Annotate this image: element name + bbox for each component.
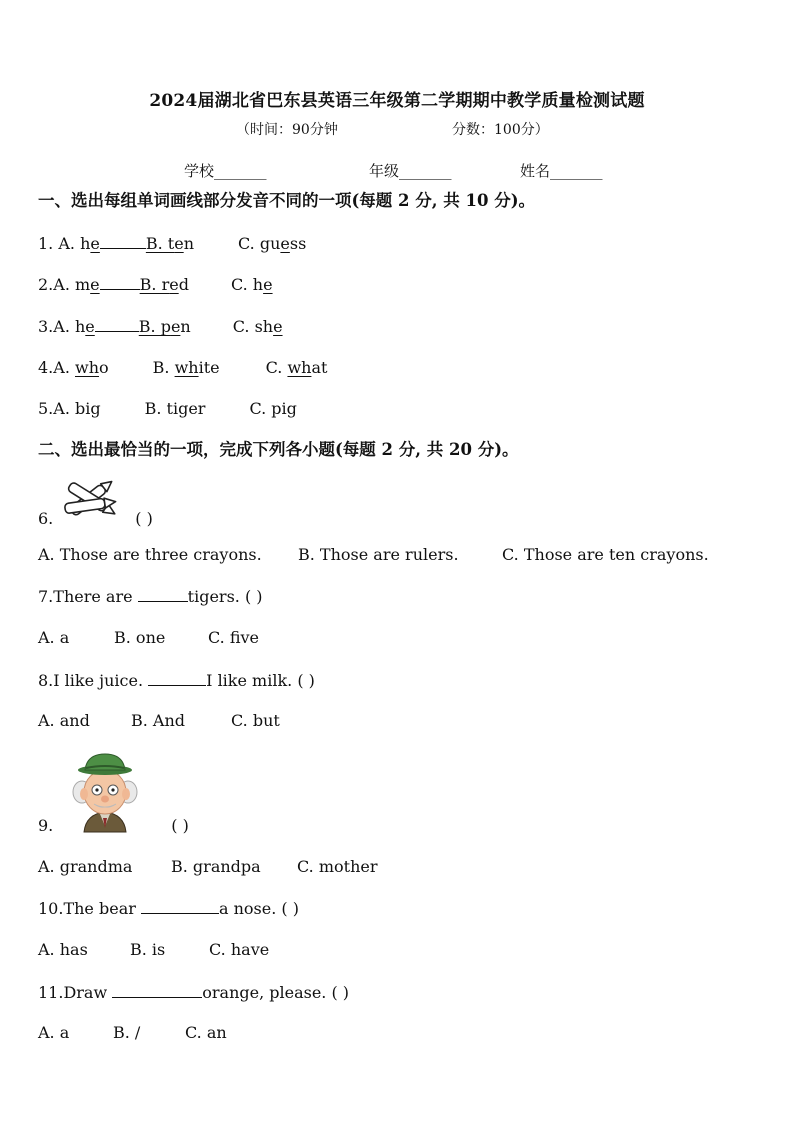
name-field[interactable]: 姓名_______ bbox=[520, 162, 603, 180]
option-a[interactable]: A. Those are three crayons. bbox=[38, 545, 262, 564]
option-c[interactable]: C. five bbox=[208, 628, 260, 647]
option-b[interactable]: B. / bbox=[113, 1023, 141, 1042]
question-7: 7.There are tigers. ( ) bbox=[38, 587, 263, 606]
option-c[interactable]: C. an bbox=[185, 1023, 227, 1042]
question-3: 3.A. he B. pen C. she bbox=[38, 317, 283, 336]
option-a[interactable]: A. big bbox=[53, 399, 101, 418]
option-b[interactable]: B. p bbox=[138, 317, 171, 336]
school-field[interactable]: 学校_______ bbox=[184, 162, 267, 180]
option-c[interactable]: C. but bbox=[231, 711, 280, 730]
option-c[interactable]: C. have bbox=[209, 940, 270, 959]
option-c[interactable]: C. he bbox=[230, 275, 273, 294]
answer-parenthesis[interactable]: ( ) bbox=[171, 816, 189, 835]
exam-score: 分数：100分） bbox=[452, 122, 549, 138]
option-b[interactable]: B. tiger bbox=[144, 399, 206, 418]
option-a[interactable]: A. he bbox=[53, 317, 95, 336]
question-2: 2.A. me B. red C. he bbox=[38, 275, 273, 294]
question-6: 6. ( ) bbox=[38, 509, 153, 528]
answer-blank[interactable] bbox=[148, 670, 206, 686]
question-10: 10.The bear a nose. ( ) bbox=[38, 899, 299, 918]
question-5: 5.A. big B. tiger C. pig bbox=[38, 399, 297, 418]
exam-time: （时间：90分钟 bbox=[236, 122, 338, 138]
question-8: 8.I like juice. I like milk. ( ) bbox=[38, 671, 315, 690]
option-c[interactable]: C. mother bbox=[297, 857, 378, 876]
option-b[interactable]: B. one bbox=[114, 628, 166, 647]
option-b[interactable]: B. Those are rulers. bbox=[298, 545, 459, 564]
exam-title: 2024届湖北省巴东县英语三年级第二学期期中教学质量检测试题 bbox=[149, 91, 645, 111]
grade-field[interactable]: 年级_______ bbox=[369, 162, 452, 180]
option-c[interactable]: C. Those are ten crayons. bbox=[502, 545, 709, 564]
option-c[interactable]: C. she bbox=[232, 317, 283, 336]
answer-blank[interactable] bbox=[112, 982, 202, 998]
question-9-options bbox=[38, 857, 378, 877]
option-a[interactable]: A. who bbox=[53, 358, 109, 377]
option-b[interactable]: B. white bbox=[152, 358, 220, 377]
answer-blank[interactable] bbox=[141, 898, 219, 914]
option-a[interactable]: A. he bbox=[58, 234, 100, 253]
question-11-options bbox=[38, 1023, 227, 1043]
answer-parenthesis[interactable]: ( ) bbox=[135, 509, 153, 528]
option-c[interactable]: C. guess bbox=[238, 234, 307, 253]
option-b[interactable]: B. grandpa bbox=[171, 857, 261, 876]
option-b[interactable]: B. is bbox=[130, 940, 166, 959]
question-4: 4.A. who B. white C. what bbox=[38, 358, 328, 377]
answer-blank[interactable] bbox=[138, 586, 188, 602]
option-a[interactable]: A. me bbox=[53, 275, 100, 294]
option-b[interactable]: B. r bbox=[139, 275, 170, 294]
question-1: 1. A. he B. ten C. guess bbox=[38, 234, 307, 253]
option-b[interactable]: B. And bbox=[131, 711, 186, 730]
option-a[interactable]: A. a bbox=[38, 1023, 70, 1042]
option-a[interactable]: A. a bbox=[38, 628, 70, 647]
question-6-options bbox=[38, 545, 709, 565]
section2-heading: 二、选出最恰当的一项，完成下列各小题(每题 2 分, 共 20 分)。 bbox=[38, 440, 519, 459]
question-8-options bbox=[38, 711, 280, 731]
section1-heading: 一、选出每组单词画线部分发音不同的一项(每题 2 分, 共 10 分)。 bbox=[38, 191, 536, 210]
option-b[interactable]: B. t bbox=[145, 234, 175, 253]
question-10-options bbox=[38, 940, 269, 960]
question-11: 11.Draw orange, please. ( ) bbox=[38, 983, 350, 1002]
option-c[interactable]: C. pig bbox=[249, 399, 297, 418]
option-a[interactable]: A. has bbox=[38, 940, 88, 959]
option-c[interactable]: C. what bbox=[265, 358, 328, 377]
option-a[interactable]: A. and bbox=[38, 711, 90, 730]
question-9: 9. ( ) bbox=[38, 816, 189, 835]
question-7-options bbox=[38, 628, 259, 648]
option-a[interactable]: A. grandma bbox=[38, 857, 133, 876]
